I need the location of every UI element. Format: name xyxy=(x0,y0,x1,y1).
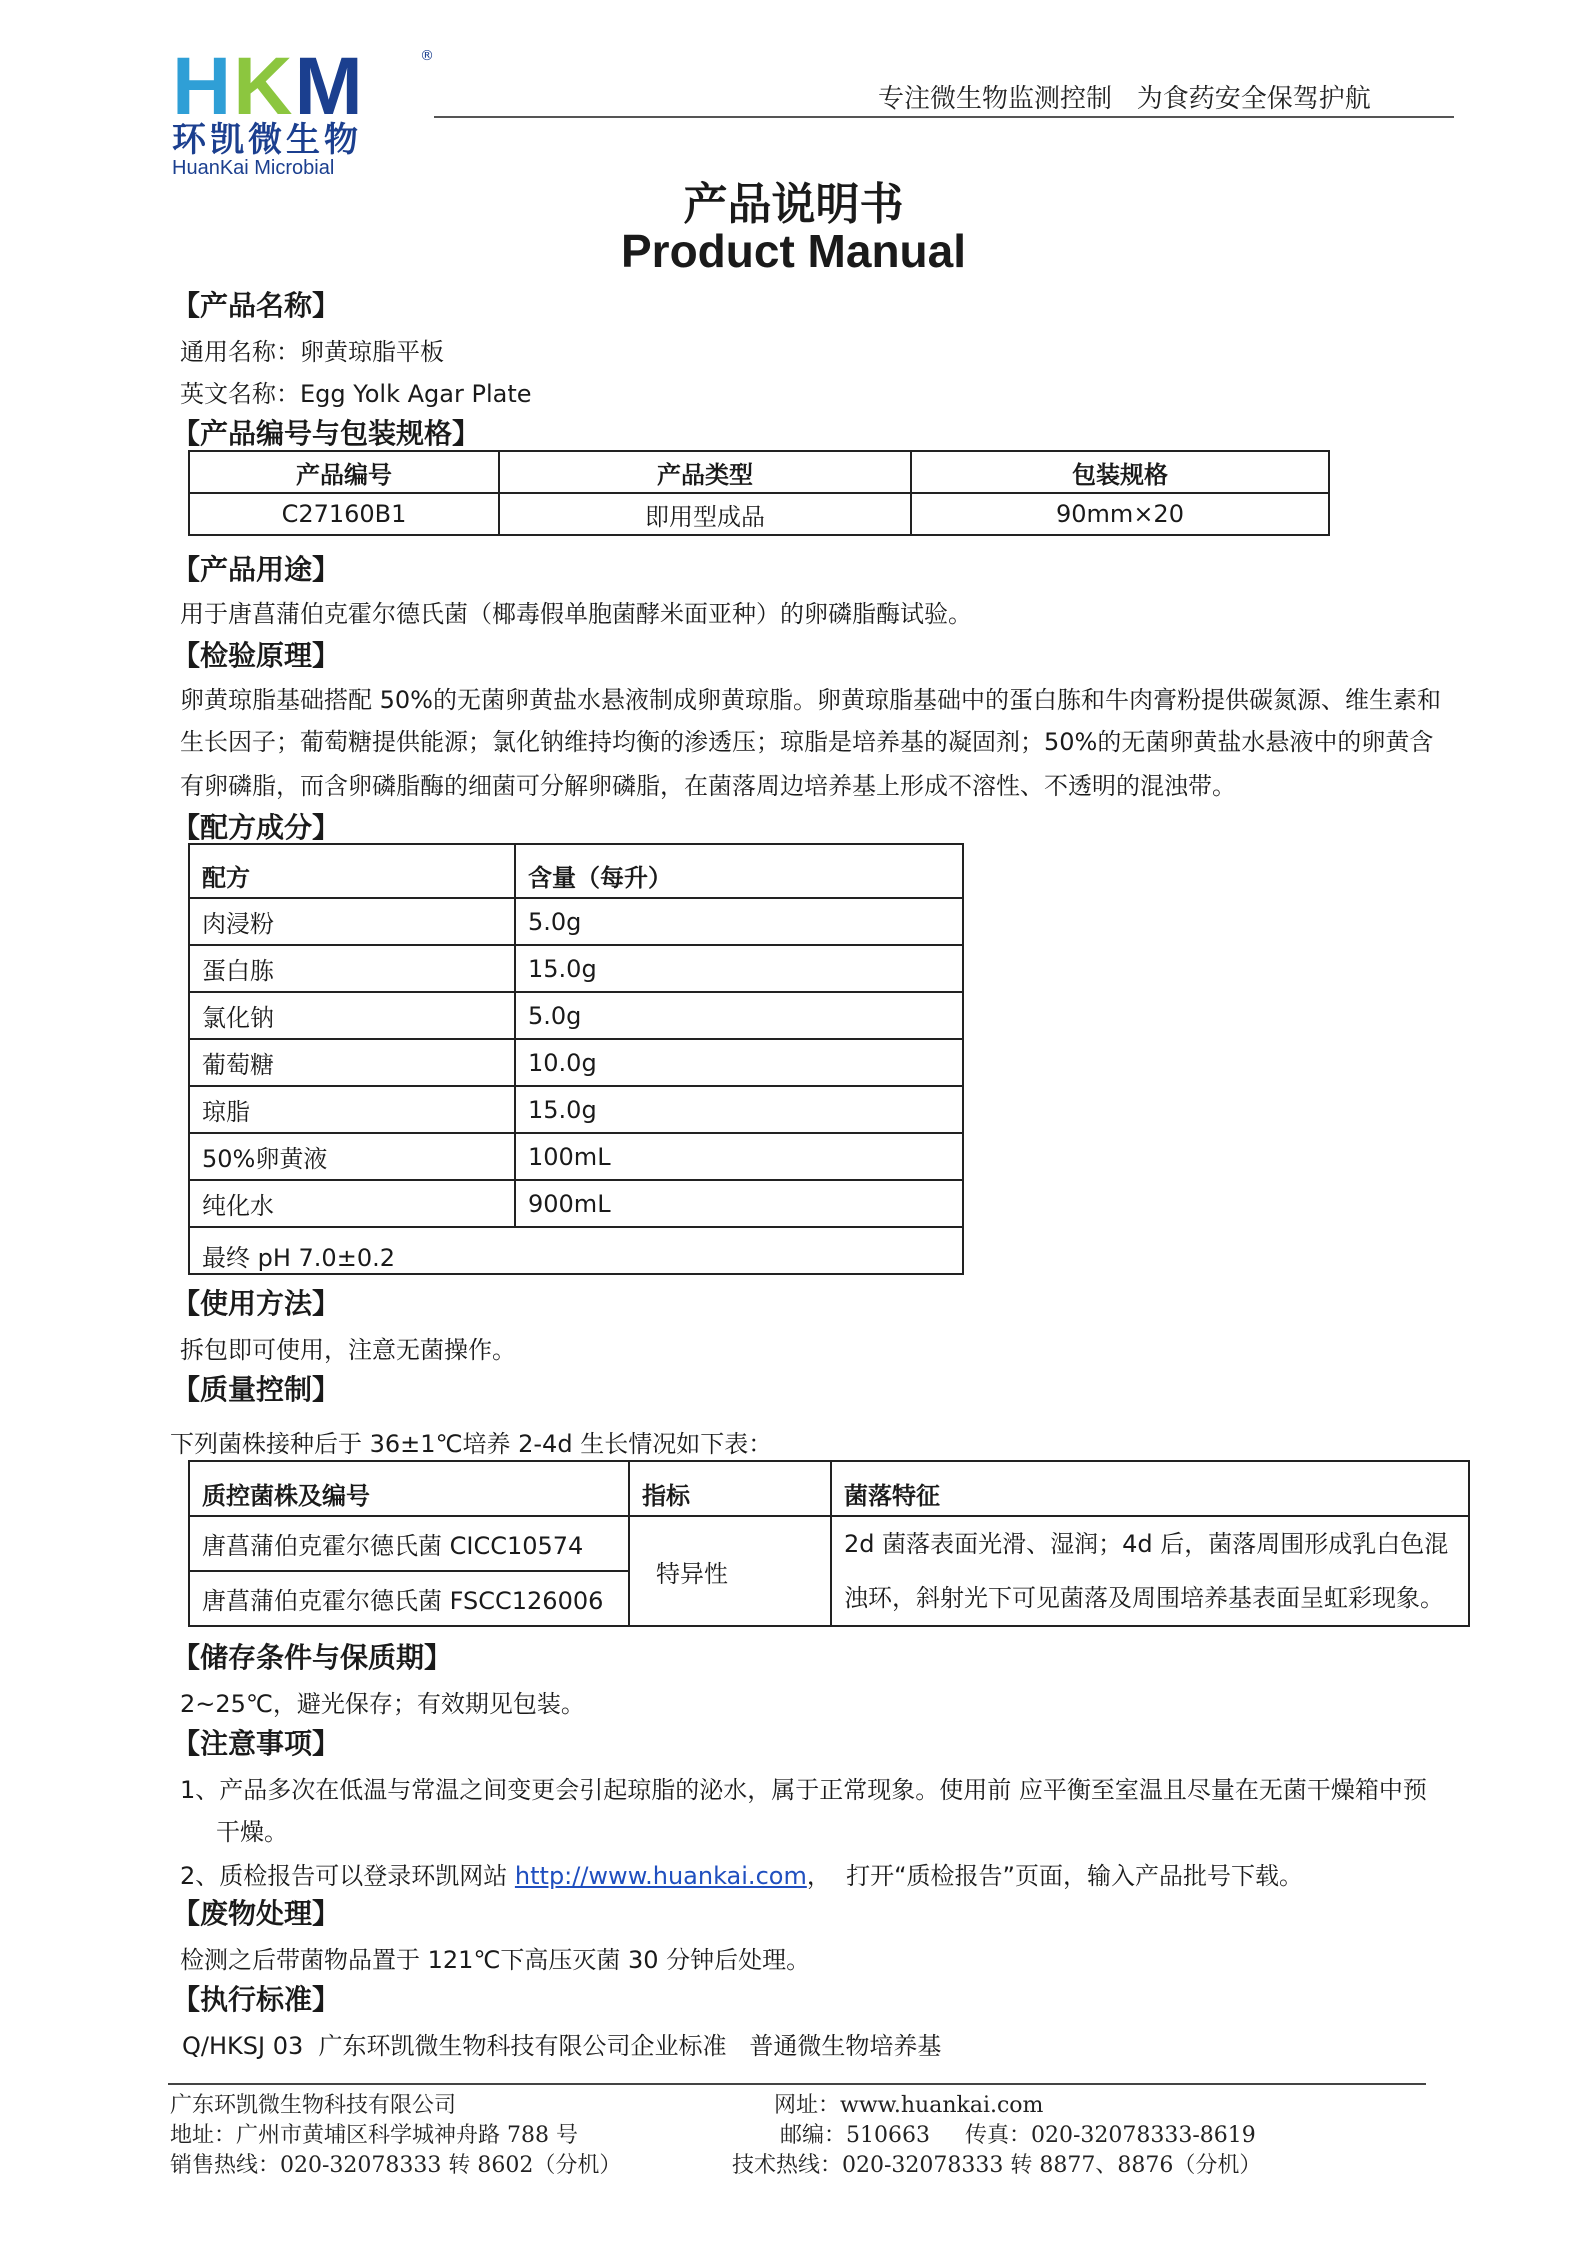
footer-address: 地址：广州市黄埔区科学城神舟路 788 号 xyxy=(170,2123,578,2148)
section-heading-disposal: 【废物处理】 xyxy=(172,1897,341,1930)
table-header-row xyxy=(189,1461,1469,1516)
header-slogan: 专注微生物监测控制 为食药安全保驾护航 xyxy=(878,84,1371,114)
table-header-row xyxy=(189,451,1329,493)
note-item-1: 1、产品多次在低温与常温之间变更会引起琼脂的泌水，属于正常现象。使用前 应平衡至室温且尽量在无菌干燥箱中预 xyxy=(180,1776,1427,1804)
section-heading-usage: 【产品用途】 xyxy=(172,553,341,586)
table-header-cell: 含量（每升） xyxy=(515,844,963,898)
disposal-text: 检测之后带菌物品置于 121℃下高压灭菌 30 分钟后处理。 xyxy=(180,1946,811,1974)
ingredient-name: 纯化水 xyxy=(189,1180,515,1227)
table-header-cell: 产品类型 xyxy=(499,451,911,493)
note-item-2 xyxy=(180,1856,1303,1891)
footer-sales-hotline: 销售热线：020-32078333 转 8602（分机） xyxy=(170,2153,622,2178)
logo-letter-m: M xyxy=(294,41,365,132)
footer-company: 广东环凯微生物科技有限公司 xyxy=(170,2093,457,2118)
table-row xyxy=(189,1039,963,1086)
section-heading-qc: 【质量控制】 xyxy=(172,1373,341,1406)
table-row xyxy=(189,1227,963,1274)
ingredient-amount: 100mL xyxy=(515,1133,963,1180)
package-size: 90mm×20 xyxy=(911,493,1329,535)
logo-letter-k: K xyxy=(233,41,295,132)
section-heading-spec: 【产品编号与包装规格】 xyxy=(172,417,481,450)
title-english: Product Manual xyxy=(620,225,967,277)
table-header-cell: 包装规格 xyxy=(911,451,1329,493)
ingredient-amount: 5.0g xyxy=(515,898,963,945)
footer-postcode-fax: 邮编：510663 传真：020-32078333-8619 xyxy=(780,2123,1256,2148)
qc-feature-line: 2d 菌落表面光滑、湿润；4d 后，菌落周围形成乳白色混 xyxy=(844,1530,1449,1558)
table-header-cell: 产品编号 xyxy=(189,451,499,493)
storage-text: 2~25℃，避光保存；有效期见包装。 xyxy=(180,1690,585,1718)
table-row xyxy=(189,1516,1469,1571)
generic-name: 通用名称：卵黄琼脂平板 xyxy=(180,338,444,366)
usage-text: 用于唐菖蒲伯克霍尔德氏菌（椰毒假单胞菌酵米面亚种）的卵磷脂酶试验。 xyxy=(180,600,972,628)
registered-mark: ® xyxy=(420,48,434,64)
website-link[interactable]: http://www.huankai.com xyxy=(514,1862,807,1890)
logo-chinese-name: 环凯微生物 xyxy=(172,120,362,160)
ingredient-amount: 15.0g xyxy=(515,1086,963,1133)
section-heading-notes: 【注意事项】 xyxy=(172,1727,341,1760)
note-item-2-suffix: ， 打开“质检报告”页面，输入产品批号下载。 xyxy=(806,1862,1303,1890)
section-heading-formula: 【配方成分】 xyxy=(172,811,341,844)
ingredient-name: 葡萄糖 xyxy=(189,1039,515,1086)
section-heading-storage: 【储存条件与保质期】 xyxy=(172,1641,453,1674)
title-chinese: 产品说明书 xyxy=(683,179,904,230)
qc-table xyxy=(188,1460,1470,1627)
table-header-cell: 配方 xyxy=(189,844,515,898)
section-heading-standard: 【执行标准】 xyxy=(172,1983,341,2016)
header-divider xyxy=(434,116,1454,118)
table-row xyxy=(189,493,1329,535)
note-item-2-prefix: 2、质检报告可以登录环凯网站 xyxy=(180,1862,515,1890)
qc-indicator: 特异性 xyxy=(629,1516,831,1626)
table-header-cell: 指标 xyxy=(629,1461,831,1516)
product-code: C27160B1 xyxy=(189,493,499,535)
table-row xyxy=(189,1086,963,1133)
ingredient-name: 肉浸粉 xyxy=(189,898,515,945)
section-heading-method: 【使用方法】 xyxy=(172,1287,341,1320)
note-item-1-continuation: 干燥。 xyxy=(216,1818,288,1846)
qc-feature xyxy=(831,1516,1469,1626)
table-header-row xyxy=(189,844,963,898)
company-logo xyxy=(172,41,442,179)
table-row xyxy=(189,1133,963,1180)
ingredient-amount: 10.0g xyxy=(515,1039,963,1086)
principle-line: 卵黄琼脂基础搭配 50%的无菌卵黄盐水悬液制成卵黄琼脂。卵黄琼脂基础中的蛋白胨和牛肉膏粉提供碳氮源、维生素和 xyxy=(180,686,1441,714)
formula-table xyxy=(188,843,964,1275)
ingredient-name: 蛋白胨 xyxy=(189,945,515,992)
final-ph: 最终 pH 7.0±0.2 xyxy=(189,1227,963,1274)
ingredient-name: 氯化钠 xyxy=(189,992,515,1039)
section-heading-principle: 【检验原理】 xyxy=(172,639,341,672)
logo-letter-h: H xyxy=(172,41,234,132)
ingredient-amount: 15.0g xyxy=(515,945,963,992)
qc-strain: 唐菖蒲伯克霍尔德氏菌 CICC10574 xyxy=(189,1516,629,1571)
qc-strain: 唐菖蒲伯克霍尔德氏菌 FSCC126006 xyxy=(189,1571,629,1626)
ingredient-name: 50%卵黄液 xyxy=(189,1133,515,1180)
table-row xyxy=(189,1180,963,1227)
ingredient-amount: 900mL xyxy=(515,1180,963,1227)
english-name: 英文名称：Egg Yolk Agar Plate xyxy=(180,380,532,408)
footer-tech-hotline: 技术热线：020-32078333 转 8877、8876（分机） xyxy=(732,2153,1262,2178)
spec-table xyxy=(188,450,1330,536)
logo-english-name: HuanKai Microbial xyxy=(172,157,335,179)
standard-text: Q/HKSJ 03 广东环凯微生物科技有限公司企业标准 普通微生物培养基 xyxy=(182,2032,942,2060)
qc-intro: 下列菌株接种后于 36±1℃培养 2-4d 生长情况如下表： xyxy=(170,1430,773,1458)
principle-line: 有卵磷脂，而含卵磷脂酶的细菌可分解卵磷脂，在菌落周边培养基上形成不溶性、不透明的混浊带。 xyxy=(180,772,1236,800)
table-header-cell: 菌落特征 xyxy=(831,1461,1469,1516)
ingredient-amount: 5.0g xyxy=(515,992,963,1039)
table-row xyxy=(189,898,963,945)
table-row xyxy=(189,992,963,1039)
table-header-cell: 质控菌株及编号 xyxy=(189,1461,629,1516)
footer-divider xyxy=(168,2083,1426,2085)
qc-feature-line: 浊环，斜射光下可见菌落及周围培养基表面呈虹彩现象。 xyxy=(844,1584,1444,1612)
footer-website: 网址：www.huankai.com xyxy=(774,2093,1044,2118)
table-row xyxy=(189,945,963,992)
logo-mark xyxy=(172,41,442,132)
principle-line: 生长因子；葡萄糖提供能源；氯化钠维持均衡的渗透压；琼脂是培养基的凝固剂；50%的无菌卵黄盐水悬液中的卵黄含 xyxy=(180,728,1434,756)
section-heading-product-name: 【产品名称】 xyxy=(172,289,341,322)
ingredient-name: 琼脂 xyxy=(189,1086,515,1133)
product-type: 即用型成品 xyxy=(499,493,911,535)
method-text: 拆包即可使用，注意无菌操作。 xyxy=(180,1336,516,1364)
